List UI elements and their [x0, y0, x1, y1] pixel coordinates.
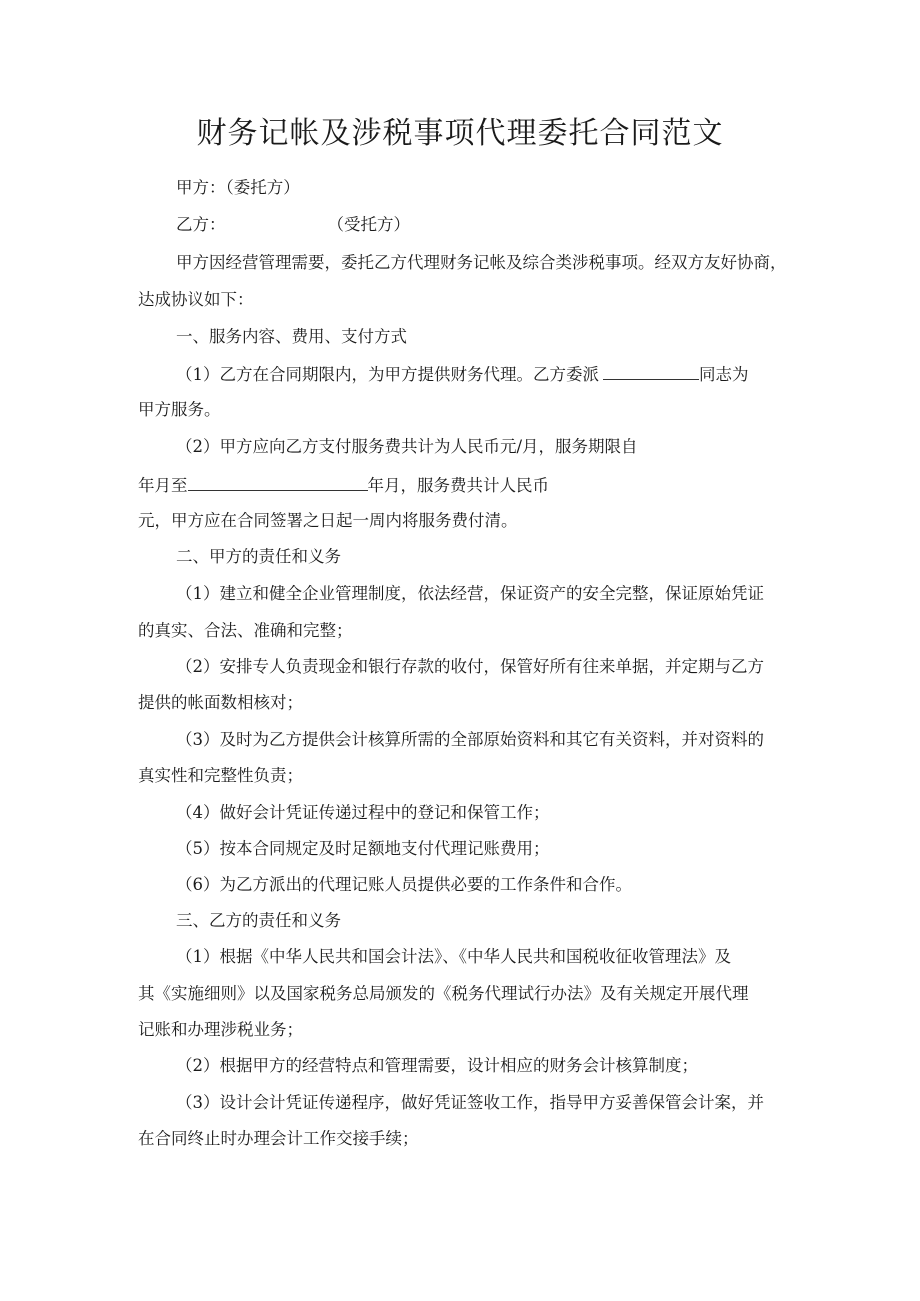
- section3-line: （1）根据《中华人民共和国会计法》、《中华人民共和国税收征收管理法》及: [176, 947, 731, 966]
- section3-line: （2）根据甲方的经营特点和管理需要，设计相应的财务会计核算制度；: [176, 1056, 698, 1075]
- section1-heading: 一、服务内容、费用、支付方式: [176, 327, 407, 346]
- party-b-line: [176, 213, 410, 237]
- section2-line: （2）安排专人负责现金和银行存款的收付，保管好所有往来单据，并定期与乙方: [176, 657, 764, 676]
- party-a-line: [176, 176, 300, 200]
- party-b-label: 乙方：: [176, 215, 226, 234]
- section1-item1-suffix: 同志为: [699, 365, 749, 384]
- intro-line-2: 达成协议如下：: [138, 290, 254, 309]
- section1-item1-text: （1）乙方在合同期限内，为甲方提供财务代理。乙方委派: [176, 365, 599, 384]
- section3-line: 在合同终止时办理会计工作交接手续；: [138, 1129, 419, 1148]
- section2-line: （6）为乙方派出的代理记账人员提供必要的工作条件和合作。: [176, 875, 632, 894]
- assignee-blank: [603, 361, 699, 380]
- section2-line: （1）建立和健全企业管理制度，依法经营，保证资产的安全完整，保证原始凭证: [176, 584, 764, 603]
- intro-line-1: 甲方因经营管理需要，委托乙方代理财务记帐及综合类涉税事项。经双方友好协商，: [176, 253, 787, 272]
- section2-heading: 二、甲方的责任和义务: [176, 547, 341, 566]
- section3-line: 其《实施细则》以及国家税务总局颁发的《税务代理试行办法》及有关规定开展代理: [138, 984, 749, 1003]
- section2-line: 的真实、合法、准确和完整；: [138, 621, 353, 640]
- section1-item2-start: 年月至: [138, 476, 188, 495]
- section1-item2-end: 年月，服务费共计人民币: [367, 476, 549, 495]
- party-b-role: （受托方）: [327, 215, 410, 234]
- period-blank: [188, 472, 368, 491]
- section3-line: 记账和办理涉税业务；: [138, 1020, 303, 1039]
- section2-line: 提供的帐面数相核对；: [138, 693, 303, 712]
- party-a-label: 甲方：: [176, 178, 226, 197]
- section2-line: （3）及时为乙方提供会计核算所需的全部原始资料和其它有关资料，并对资料的: [176, 730, 764, 749]
- section1-item1: [176, 361, 749, 387]
- section3-line: （3）设计会计凭证传递程序，做好凭证签收工作，指导甲方妥善保管会计案，并: [176, 1093, 764, 1112]
- section2-line: （5）按本合同规定及时足额地支付代理记账费用；: [176, 839, 550, 858]
- document-title: 财务记帐及涉税事项代理委托合同范文: [196, 116, 724, 151]
- section3-heading: 三、乙方的责任和义务: [176, 911, 341, 930]
- section1-item2: （2）甲方应向乙方支付服务费共计为人民币元/月，服务期限自: [176, 437, 638, 456]
- party-a-role: （委托方）: [225, 178, 300, 197]
- section1-item2-final: 元，甲方应在合同签署之日起一周内将服务费付清。: [138, 511, 518, 530]
- section1-item2-cont: [138, 472, 549, 498]
- section1-item1-cont: 甲方服务。: [138, 400, 221, 419]
- section2-line: 真实性和完整性负责；: [138, 766, 303, 785]
- section2-line: （4）做好会计凭证传递过程中的登记和保管工作；: [176, 803, 550, 822]
